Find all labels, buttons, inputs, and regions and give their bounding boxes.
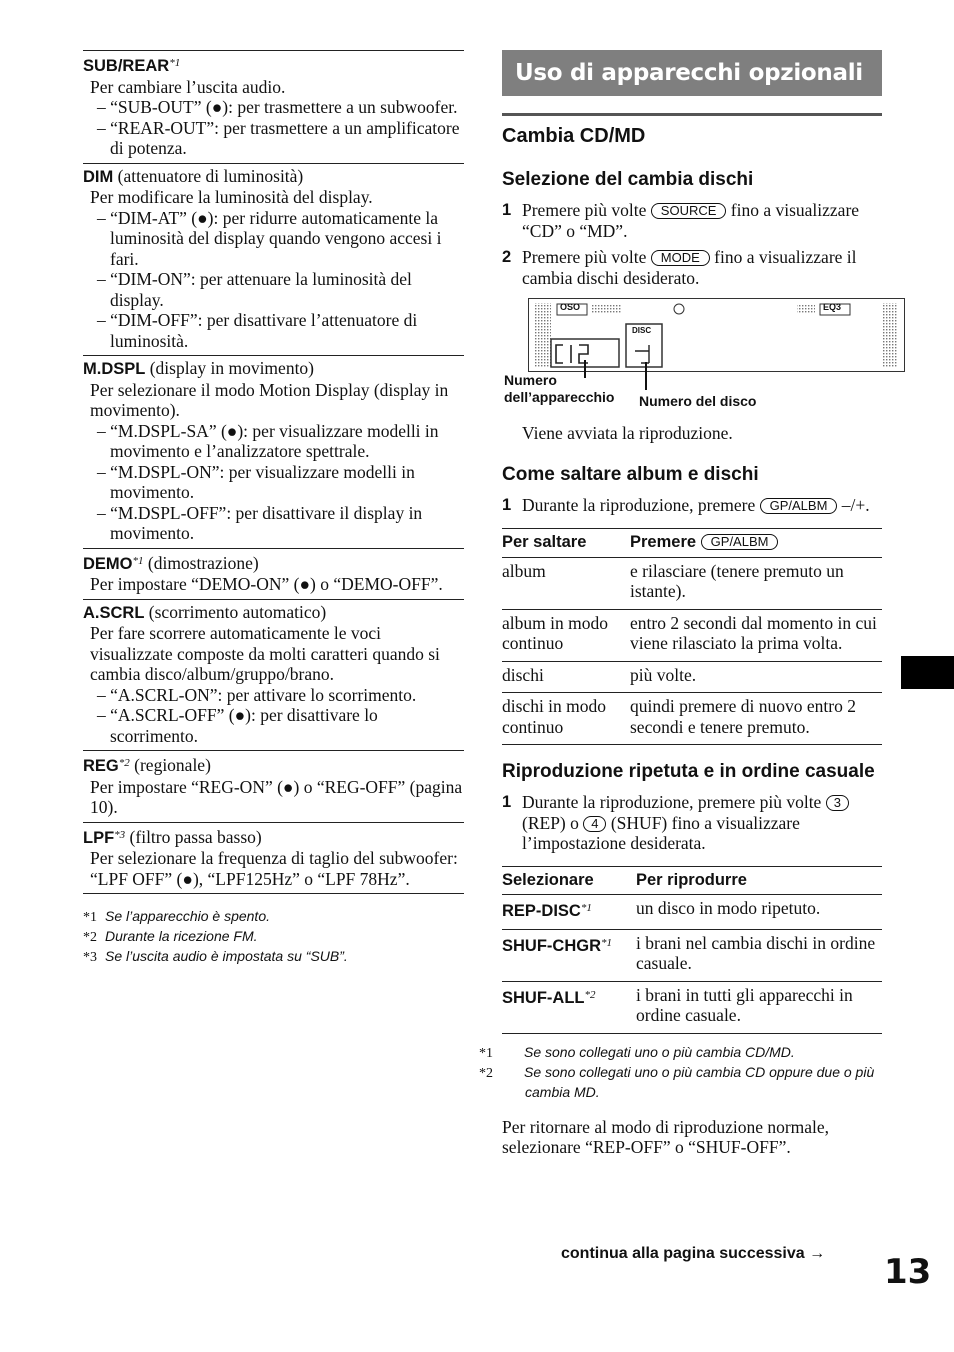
cell: più volte. xyxy=(630,664,697,685)
step-text: Durante la riproduzione, premere xyxy=(522,494,756,515)
cell: dischi in modo continuo xyxy=(502,696,607,737)
step xyxy=(502,792,882,854)
column-header: Per saltare xyxy=(502,533,587,551)
cell xyxy=(502,981,636,1033)
column-header xyxy=(630,529,882,558)
step-text: fino a visualizzare il cambia dischi desiderato. xyxy=(522,247,857,288)
setting-option: – “DIM-ON”: per attenuare la luminosità del display. xyxy=(97,269,412,310)
table-body xyxy=(502,557,882,745)
footnote-marker: *3 xyxy=(114,828,126,841)
cell: entro 2 secondi dal momento in cui viene rilasciato la prima volta. xyxy=(630,612,877,653)
footnote xyxy=(479,1043,882,1063)
button-3: 3 xyxy=(826,795,849,811)
cell xyxy=(502,895,636,930)
cell: album in modo continuo xyxy=(502,612,608,653)
footnote-text: Se l’apparecchio è spento. xyxy=(105,908,270,924)
step-text: –/+. xyxy=(841,494,870,515)
entry-title xyxy=(83,825,464,849)
setting-description: Per impostare “DEMO-ON” (●) o “DEMO-OFF”. xyxy=(90,574,443,594)
setting-description: Per cambiare l’uscita audio. xyxy=(90,76,286,97)
left-column xyxy=(83,50,464,967)
footnote-marker: *1 xyxy=(83,910,97,925)
cell: i brani in tutti gli apparecchi in ordine casuale. xyxy=(636,984,853,1025)
setting-option: – “M.DSPL-ON”: per visualizzare modelli in movimento. xyxy=(97,461,415,502)
table-body xyxy=(502,895,882,1034)
setting-option: – “DIM-AT” (●): per ridurre automaticamente la luminosità del display quando vengono accesi i fari. xyxy=(97,207,442,269)
cell: e rilasciare (tenere premuto un istante). xyxy=(630,560,844,601)
cell: un disco in modo ripetuto. xyxy=(636,898,821,918)
table-row xyxy=(502,557,882,609)
setting-option: – “REAR-OUT”: per trasmettere a un amplificatore di potenza. xyxy=(97,117,460,158)
option-name: REP-DISC xyxy=(502,902,581,920)
footnote-marker: *1 xyxy=(601,936,612,949)
divider xyxy=(83,893,464,894)
entry-title xyxy=(83,358,464,380)
step xyxy=(502,495,882,516)
gp-albm-button: GP/ALBM xyxy=(701,534,779,550)
entry-title xyxy=(83,602,464,624)
step-number: 1 xyxy=(502,495,512,514)
setting-note: (filtro passa basso) xyxy=(129,826,262,847)
display-illustration xyxy=(502,292,882,423)
step-text: Premere più volte xyxy=(522,247,647,267)
entry-title xyxy=(83,753,464,777)
section-title: Cambia CD/MD xyxy=(502,125,646,147)
step-text: (SHUF) fino a visualizzare l’impostazione desiderata. xyxy=(522,812,800,853)
result-text: Viene avviata la riproduzione. xyxy=(522,423,733,443)
subsection-title: Riproduzione ripetuta e in ordine casuale xyxy=(502,761,875,782)
header-text: Premere xyxy=(630,533,697,551)
entry-title xyxy=(83,166,464,188)
footnote-marker: *2 xyxy=(83,930,97,945)
setting-option: – “A.SCRL-ON”: per attivare lo scorrimento. xyxy=(97,684,417,705)
skip-table xyxy=(502,528,882,745)
thumb-tab xyxy=(901,656,954,689)
setting-option: – “SUB-OUT” (●): per trasmettere a un subwoofer. xyxy=(97,97,458,117)
gp-albm-button: GP/ALBM xyxy=(760,498,838,514)
footnote-marker: *1 xyxy=(169,57,181,69)
footnote-text: Durante la ricezione FM. xyxy=(105,928,258,944)
table-row xyxy=(502,693,882,745)
cell xyxy=(502,929,636,981)
footnote-marker: *2 xyxy=(479,1065,493,1081)
step-text: Durante la riproduzione, premere più volte xyxy=(522,792,822,812)
setting-description: Per impostare “REG-ON” (●) o “REG-OFF” (pagina 10). xyxy=(90,776,463,817)
setting-description: Per selezionare la frequenza di taglio del subwoofer: “LPF OFF” (●), “LPF125Hz” o “LPF 78Hz”. xyxy=(90,848,458,889)
setting-description: Per selezionare il modo Motion Display (display in movimento). xyxy=(90,379,449,420)
footnote xyxy=(83,947,464,967)
setting-term: REG xyxy=(83,757,119,775)
chapter-banner: Uso di apparecchi opzionali xyxy=(502,50,882,96)
footnote-marker: *1 xyxy=(580,902,592,914)
step-number: 2 xyxy=(502,248,512,266)
eq-indicator: EQ3 xyxy=(823,302,842,312)
oso-indicator: OSO xyxy=(560,302,581,312)
setting-description: Per modificare la luminosità del display. xyxy=(90,187,373,207)
step-text: Premere più volte xyxy=(522,200,647,220)
footnote-marker: *3 xyxy=(83,950,97,965)
cell: album xyxy=(502,560,546,581)
setting-entry xyxy=(83,750,464,822)
footnote-marker: *1 xyxy=(132,554,144,567)
table-row xyxy=(502,661,882,693)
cell: i brani nel cambia dischi in ordine casuale. xyxy=(636,932,876,973)
setting-option: – “M.DSPL-SA” (●): per visualizzare modelli in movimento e l’analizzatore spettrale. xyxy=(97,420,439,461)
footnote-marker: *1 xyxy=(479,1045,493,1061)
callout-line xyxy=(645,362,647,390)
table-header xyxy=(502,529,882,558)
footnote xyxy=(83,907,464,927)
entry-title xyxy=(83,53,464,77)
column-header: Selezionare xyxy=(502,870,594,889)
continue-note: continua alla pagina successiva → xyxy=(561,1245,826,1262)
step-text: fino a visualizzare “CD” o “MD”. xyxy=(522,200,860,241)
table-row xyxy=(502,609,882,661)
step xyxy=(502,200,882,241)
setting-entry xyxy=(83,355,464,548)
disc-indicator: DISC xyxy=(632,326,652,335)
section-rule xyxy=(502,113,882,116)
footnote-text: Se sono collegati uno o più cambia CD/MD. xyxy=(524,1043,795,1060)
setting-term: M.DSPL xyxy=(83,360,146,378)
setting-entry xyxy=(83,822,464,894)
setting-note: (display in movimento) xyxy=(149,358,315,378)
repeat-shuffle-table xyxy=(502,866,882,1034)
subsection-title: Come saltare album e dischi xyxy=(502,463,759,485)
setting-note: (regionale) xyxy=(134,755,211,775)
unit-number-label: Numero dell’apparecchio xyxy=(504,372,615,405)
entry-title xyxy=(83,551,464,575)
setting-term: SUB/REAR xyxy=(83,57,170,75)
setting-term: LPF xyxy=(83,828,115,847)
setting-note: (attenuatore di luminosità) xyxy=(117,165,304,186)
column-header: Per riprodurre xyxy=(636,870,747,889)
button-4: 4 xyxy=(583,816,606,832)
footnote-marker: *2 xyxy=(118,757,130,769)
setting-option: – “DIM-OFF”: per disattivare l’attenuatore di luminosità. xyxy=(97,310,418,351)
setting-term: DEMO xyxy=(83,554,133,573)
option-name: SHUF-ALL xyxy=(502,988,585,1007)
mode-button: MODE xyxy=(651,250,710,266)
left-footnotes xyxy=(83,907,464,967)
page-number: 13 xyxy=(884,1252,932,1292)
subsection-title: Selezione del cambia dischi xyxy=(502,169,754,190)
table-row xyxy=(502,981,882,1033)
setting-term: DIM xyxy=(83,167,114,186)
setting-term: A.SCRL xyxy=(83,603,145,622)
setting-option: – “A.SCRL-OFF” (●): per disattivare lo scorrimento. xyxy=(97,705,378,746)
step-text: (REP) o xyxy=(522,812,579,833)
source-button: SOURCE xyxy=(651,203,727,219)
right-column xyxy=(479,50,882,1158)
table-row xyxy=(502,895,882,930)
setting-entry xyxy=(83,548,464,599)
setting-entry xyxy=(83,50,464,163)
cell: quindi premere di nuovo entro 2 secondi e tenere premuto. xyxy=(630,696,856,737)
step xyxy=(502,247,882,288)
table-row xyxy=(502,929,882,981)
step-number: 1 xyxy=(502,793,512,811)
footnote xyxy=(83,927,464,947)
setting-description: Per fare scorrere automaticamente le voci visualizzate composte da molti caratteri quando si cambia disco/album/gruppo/brano. xyxy=(90,623,440,684)
option-name: SHUF-CHGR xyxy=(502,936,601,955)
step-number: 1 xyxy=(502,201,512,219)
footnote xyxy=(479,1063,882,1101)
setting-entry xyxy=(83,599,464,751)
setting-note: (dimostrazione) xyxy=(147,552,259,573)
footnote-text: Se l’uscita audio è impostata su “SUB”. xyxy=(105,948,348,964)
footnote-text: Se sono collegati uno o più cambia CD oppure due o più cambia MD. xyxy=(524,1063,875,1100)
closing-text: Per ritornare al modo di riproduzione normale, selezionare “REP-OFF” o “SHUF-OFF”. xyxy=(502,1116,830,1157)
disc-number-label: Numero del disco xyxy=(639,393,757,409)
setting-entry xyxy=(83,163,464,356)
cell: dischi xyxy=(502,664,544,685)
setting-option: – “M.DSPL-OFF”: per disattivare il display in movimento. xyxy=(97,502,423,543)
setting-note: (scorrimento automatico) xyxy=(148,601,327,622)
settings-list xyxy=(83,50,464,893)
table-header xyxy=(502,866,882,895)
right-footnotes xyxy=(479,1043,882,1101)
footnote-marker: *2 xyxy=(584,988,596,1001)
